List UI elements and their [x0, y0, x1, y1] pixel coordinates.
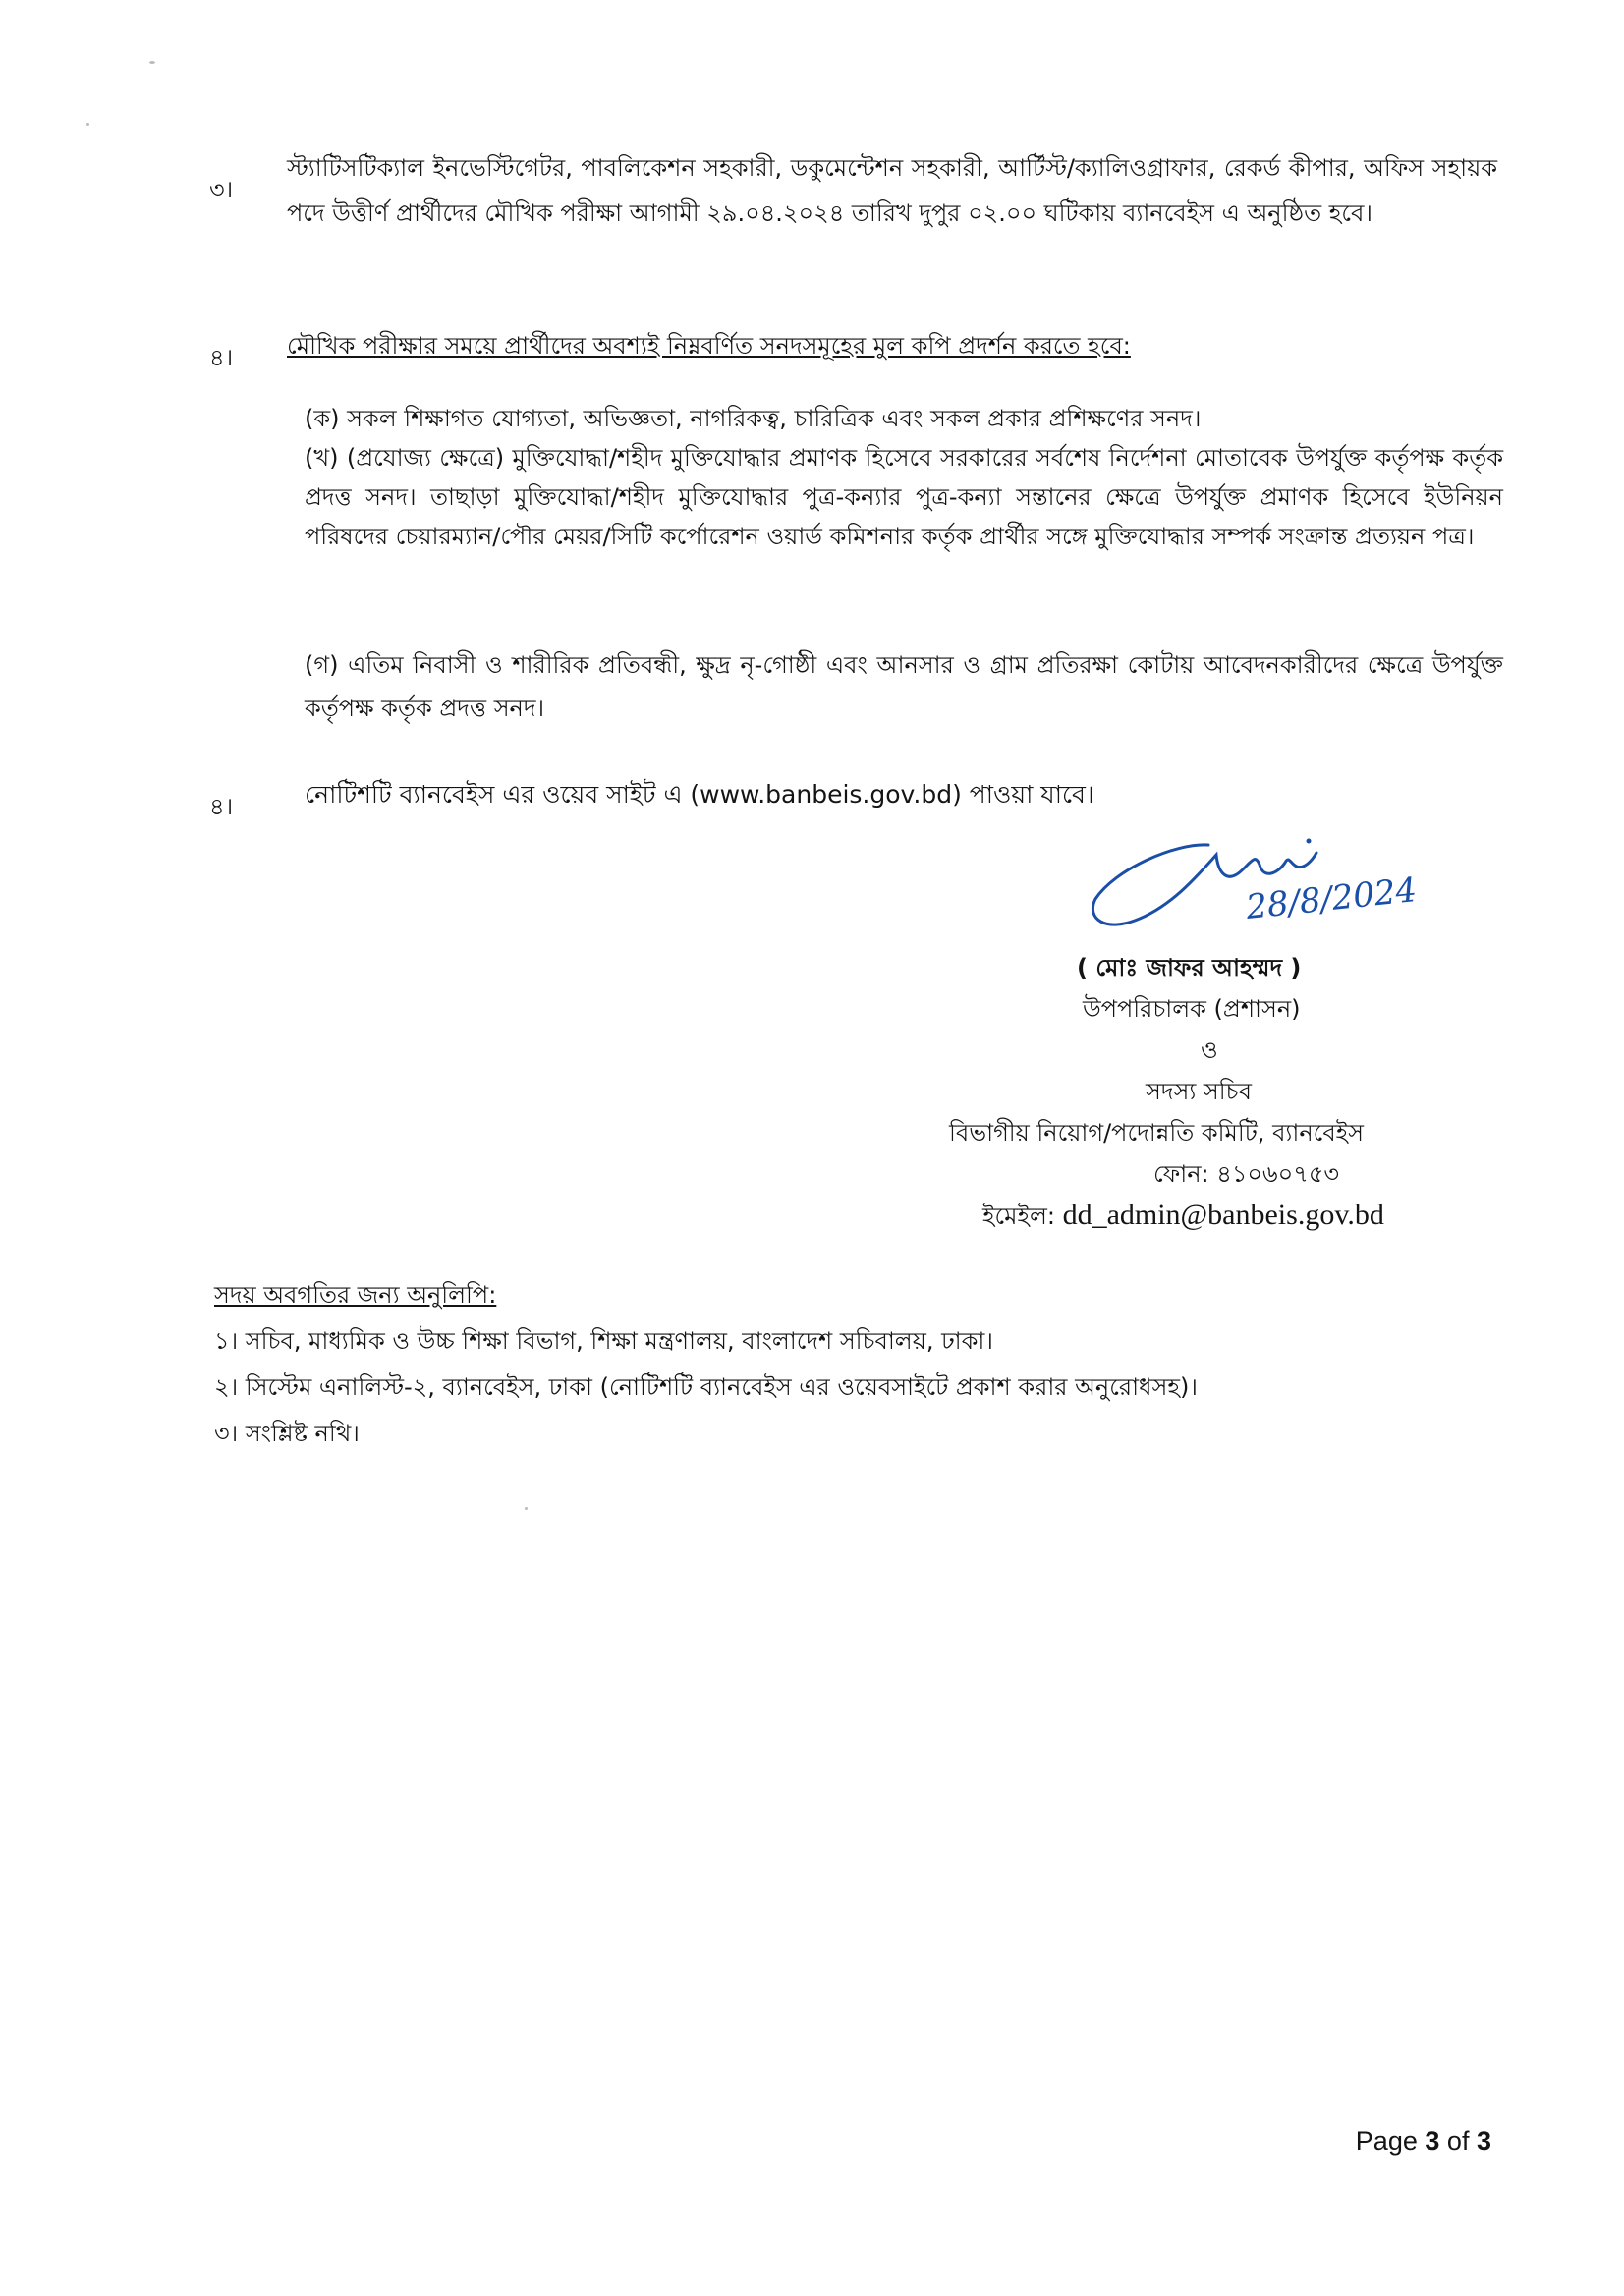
copy-to-item: ১। সচিব, মাধ্যমিক ও উচ্চ শিক্ষা বিভাগ, শিক্ষা মন্ত্রণালয়, বাংলাদেশ সচিবালয়, ঢাকা।: [214, 1327, 993, 1355]
and-label: ও: [1201, 1036, 1218, 1064]
page-word: Page: [1355, 2126, 1418, 2156]
page-footer: [1356, 2126, 1491, 2156]
signature-date: 28/8/2024: [1244, 869, 1419, 928]
signatory-name: ( মোঃ জাফর আহম্মদ ): [1077, 954, 1302, 981]
sub-item-a: (ক) সকল শিক্ষাগত যোগ্যতা, অভিজ্ঞতা, নাগরিকত্ব, চারিত্রিক এবং সকল প্রকার প্রশিক্ষণের সনদ।: [305, 405, 1202, 432]
copy-to-heading: সদয় অবগতির জন্য অনুলিপি:: [214, 1281, 497, 1309]
signatory-designation: উপপরিচালক (প্রশাসন): [1083, 995, 1301, 1023]
committee-name: বিভাগীয় নিয়োগ/পদোন্নতি কমিটি, ব্যানবেইস: [949, 1119, 1365, 1147]
item-number: ৩।: [209, 176, 234, 203]
sub-item-c: (গ) এতিম নিবাসী ও শারীরিক প্রতিবন্ধী, ক্ষুদ্র নৃ-গোষ্ঠী এবং আনসার ও গ্রাম প্রতিরক্ষা কোটায় আবেদনকারীদের ক্ষেত্রে উপর্যুক্ত কর্তৃপক্ষ কর্তৃক প্রদত্ত সনদ।: [305, 651, 1503, 722]
item-text: নোটিশটি ব্যানবেইস এর ওয়েব সাইট এ (www.banbeis.gov.bd) পাওয়া যাবে।: [305, 780, 1094, 809]
item-text: স্ট্যাটিসটিক্যাল ইনভেস্টিগেটর, পাবলিকেশন সহকারী, ডকুমেন্টেশন সহকারী, আর্টিস্ট/ক্যালিওগ্রাফার, রেকর্ড কীপার, অফিস সহায়ক পদে উত্তীর্ণ প্রার্থীদের মৌখিক পরীক্ষা আগামী ২৯.০৪.২০২৪ তারিখ দুপুর ০২.০০ ঘটিকায় ব্যানবেইস এ অনুষ্ঠিত হবে।: [287, 154, 1497, 227]
item-number: ৪।: [209, 793, 234, 820]
copy-to-item: ৩। সংশ্লিষ্ট নথি।: [214, 1420, 360, 1447]
email-label: ইমেইল:: [982, 1203, 1055, 1230]
item-number: ৪।: [209, 344, 234, 371]
scan-speck: [525, 1507, 528, 1510]
of-word: of: [1446, 2126, 1470, 2156]
total-pages: 3: [1476, 2126, 1491, 2156]
scan-speck: [149, 61, 155, 64]
current-page-number: 3: [1425, 2126, 1440, 2156]
phone-number: ফোন: ৪১০৬০৭৫৩: [1153, 1160, 1340, 1188]
copy-to-section: [214, 1272, 1198, 1457]
email-line: [982, 1195, 1384, 1237]
copy-to-item: ২। সিস্টেম এনালিস্ট-২, ব্যানবেইস, ঢাকা (নোটিশটি ব্যানবেইস এর ওয়েবসাইটে প্রকাশ করার অনুরোধসহ)।: [214, 1373, 1198, 1401]
item-heading: মৌখিক পরীক্ষার সময়ে প্রার্থীদের অবশ্যই নিম্নবর্ণিত সনদসমূহের মুল কপি প্রদর্শন করতে হবে:: [287, 332, 1131, 360]
sub-item-b: (খ) (প্রযোজ্য ক্ষেত্রে) মুক্তিযোদ্ধা/শহীদ মুক্তিযোদ্ধার প্রমাণক হিসেবে সরকারের সর্বশেষ নির্দেশনা মোতাবেক উপর্যুক্ত কর্তৃপক্ষ কর্তৃক প্রদত্ত সনদ। তাছাড়া মুক্তিযোদ্ধা/শহীদ মুক্তিযোদ্ধার পুত্র-কন্যার পুত্র-কন্যা সন্তানের ক্ষেত্রে উপর্যুক্ত প্রমাণক হিসেবে ইউনিয়ন পরিষদের চেয়ারম্যান/পৌর মেয়র/সিটি কর্পোরেশন ওয়ার্ড কমিশনার কর্তৃক প্রার্থীর সঙ্গে মুক্তিযোদ্ধার সম্পর্ক সংক্রান্ত প্রত্যয়ন পত্র।: [305, 444, 1503, 550]
signatory-role: সদস্য সচিব: [1146, 1078, 1252, 1105]
email-address[interactable]: dd_admin@banbeis.gov.bd: [1062, 1199, 1384, 1231]
scan-speck: [86, 123, 89, 126]
